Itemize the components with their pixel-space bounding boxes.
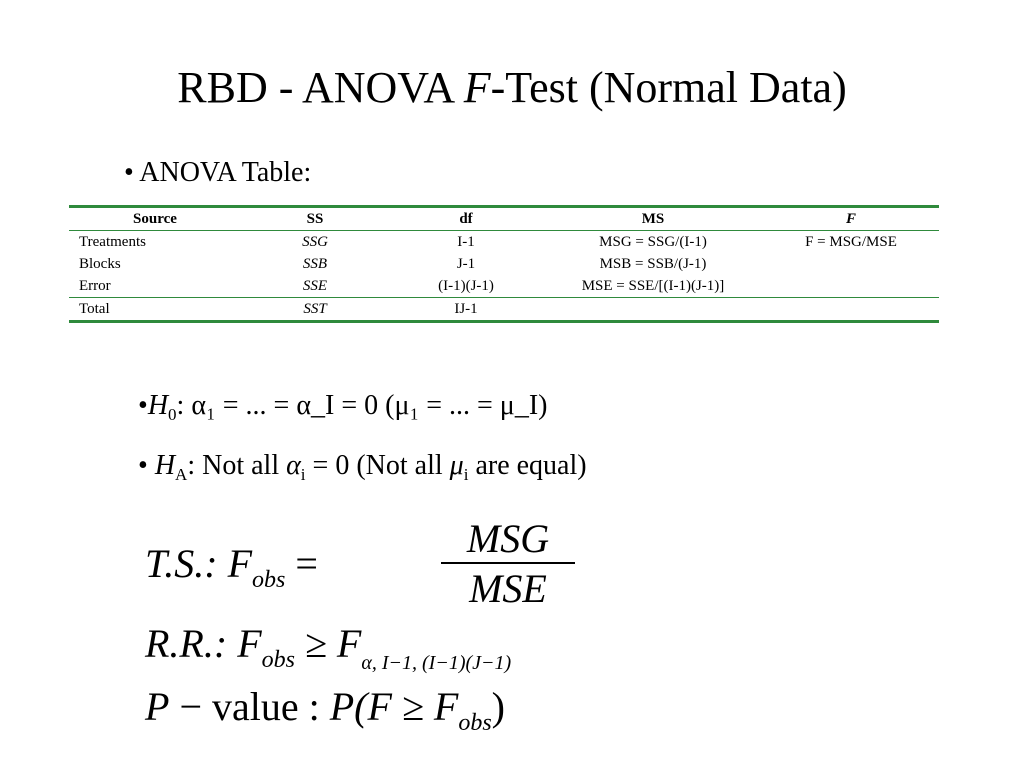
pv-sub: obs [458,710,492,736]
pv-minus: − [169,684,212,729]
title-suffix: -Test (Normal Data) [490,63,847,112]
h0-label: H [147,390,169,421]
rr-mid: ≥ F [294,621,362,666]
cell-ss: SSE [302,278,328,294]
ha-alpha-sub: i [300,465,306,484]
cell-ss: SSG [302,234,328,250]
anova-table-bullet: • ANOVA Table: [124,157,312,188]
ha-part2: = 0 (Not all [305,450,450,481]
cell-df: J-1 [456,256,476,272]
cell-f: F = MSG/MSE [805,234,897,250]
pv-rhs: P(F ≥ F [329,684,459,729]
header-df: df [459,211,473,227]
cell-source: Blocks [79,256,121,272]
ts-equals: = [285,541,318,586]
cell-f [763,275,939,298]
header-source: Source [133,211,177,227]
ts-lhs-group [145,540,318,593]
pv-colon: : [298,684,330,729]
table-row-total [69,298,939,322]
cell-ms: MSB = SSB/(J-1) [599,256,707,272]
ha-part1: : Not all [187,450,287,481]
cell-ms: MSE = SSE/[(I-1)(J-1)] [581,278,725,294]
cell-f [763,253,939,275]
pv-p: P [145,684,170,729]
cell-f [763,298,939,322]
ha-label-sub: A [175,465,188,484]
ts-lhs-sub: obs [252,567,286,593]
h0-label-sub: 0 [168,405,177,424]
table-row [69,231,939,254]
title-prefix: RBD - ANOVA [177,63,464,112]
table-row [69,275,939,298]
bullet: • [138,450,148,481]
table-row [69,253,939,275]
title-italic-f: F [463,63,491,112]
cell-df: I-1 [457,234,475,250]
header-ss: SS [306,211,324,227]
ts-denominator: MSE [469,566,547,611]
cell-source: Treatments [79,234,146,250]
rejection-region-formula [145,620,512,674]
cell-source: Total [79,301,110,317]
header-f: F [845,211,856,227]
null-hypothesis [138,388,547,424]
cell-ms: MSG = SSG/(I-1) [599,234,707,250]
cell-source: Error [79,278,111,294]
rr-sub: α, I−1, (I−1)(J−1) [361,652,512,674]
cell-df: (I-1)(J-1) [438,278,494,294]
slide-title [0,58,1024,118]
cell-ss: SSB [302,256,328,272]
fraction-bar [441,562,575,564]
header-ms: MS [641,211,665,227]
ts-fraction [441,518,575,610]
h0-text: : α₁ = ... = α_I = 0 (μ₁ = ... = μ_I) [176,390,548,421]
ha-label: H [154,450,176,481]
rr-lhs: R.R.: F [145,621,262,666]
ts-lhs: T.S.: F [145,541,253,586]
ha-part3: are equal) [468,450,587,481]
pv-close: ) [491,684,505,729]
anova-table [69,205,939,323]
table-header-row [69,207,939,231]
cell-df: IJ-1 [454,301,478,317]
p-value-formula [145,683,505,736]
cell-ss: SST [303,301,327,317]
ha-mu: μ [449,450,464,481]
pv-value: value [212,684,299,729]
cell-ms [543,298,763,322]
bullet: • [138,390,148,421]
ts-numerator: MSG [466,516,550,561]
rr-lhs-sub: obs [261,647,295,673]
alternative-hypothesis [138,448,587,484]
ha-mu-sub: i [463,465,469,484]
ha-alpha: α [286,450,301,481]
